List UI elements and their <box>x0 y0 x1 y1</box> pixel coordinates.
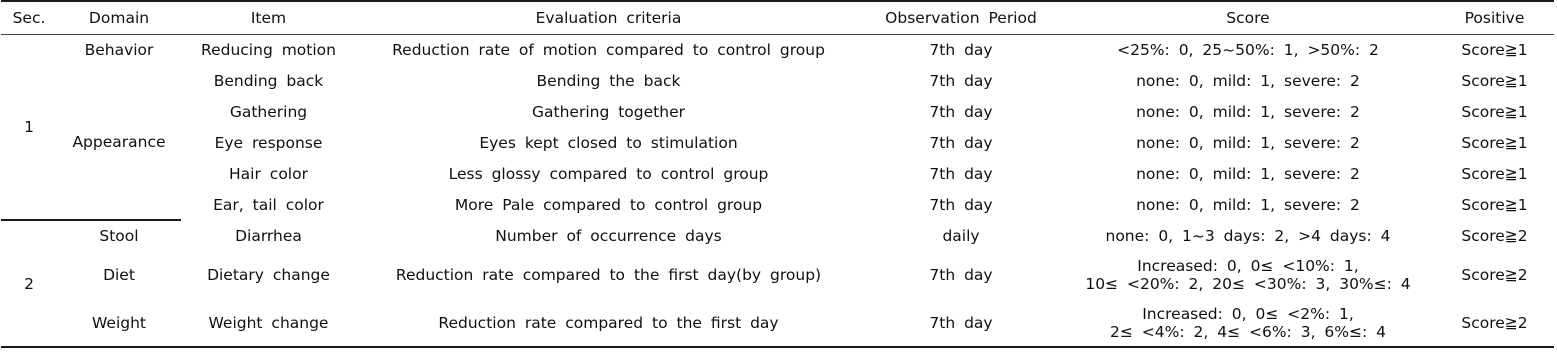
header-positive: Positive <box>1435 1 1554 34</box>
domain-cell: Appearance <box>57 65 181 220</box>
domain-cell: Weight <box>57 299 181 347</box>
item-cell: Ear, tail color <box>213 195 324 214</box>
header-score: Score <box>1061 1 1435 34</box>
positive-cell: Score≧2 <box>1435 299 1554 347</box>
period-cell: 7th day <box>929 164 993 183</box>
item-cell: Eye response <box>214 133 323 152</box>
score-cell: none: 0, mild: 1, severe: 2 <box>1136 164 1360 183</box>
period-cell: 7th day <box>929 266 993 284</box>
section-number: 2 <box>1 220 57 347</box>
domain-cell: Diet <box>103 266 135 284</box>
header-sec: Sec. <box>1 1 57 34</box>
header-domain: Domain <box>57 1 181 34</box>
table-row <box>1 189 1554 220</box>
score-cell: none: 0, mild: 1, severe: 2 <box>1136 133 1360 152</box>
table-row <box>1 158 1554 189</box>
period-cell: 7th day <box>929 40 993 59</box>
period-cell: 7th day <box>929 102 993 121</box>
table-row <box>1 65 1554 96</box>
period-cell: 7th day <box>929 133 993 152</box>
period-cell: 7th day <box>929 195 993 214</box>
score-cell: none: 0, 1~3 days: 2, >4 days: 4 <box>1105 226 1391 245</box>
criteria-cell: Number of occurrence days <box>495 226 722 245</box>
header-row <box>1 1 1554 34</box>
table-row <box>1 299 1554 347</box>
table-row <box>1 34 1554 65</box>
score-cell: none: 0, mild: 1, severe: 2 <box>1136 195 1360 214</box>
table-row <box>1 127 1554 158</box>
positive-cell: Score≧1 <box>1461 71 1528 90</box>
header-evaluation-criteria: Evaluation criteria <box>356 1 861 34</box>
period-cell: 7th day <box>861 299 1061 347</box>
section-number: 1 <box>1 34 57 220</box>
score-line: Increased: 0, 0≤ <10%: 1, <box>1137 257 1359 275</box>
item-cell: Diarrhea <box>235 226 302 245</box>
positive-cell: Score≧1 <box>1461 164 1528 183</box>
item-cell: Weight change <box>181 299 356 347</box>
score-cell <box>1061 251 1435 299</box>
evaluation-table <box>1 0 1554 348</box>
domain-cell: Stool <box>99 227 139 245</box>
domain-cell: Behavior <box>84 40 154 59</box>
item-cell: Reducing motion <box>201 40 336 59</box>
positive-cell: Score≧1 <box>1461 40 1528 59</box>
criteria-cell: Reduction rate of motion compared to control group <box>392 40 825 59</box>
item-cell: Gathering <box>229 102 308 121</box>
score-cell <box>1061 299 1435 347</box>
criteria-cell: Less glossy compared to control group <box>448 164 769 183</box>
period-cell: 7th day <box>929 71 993 90</box>
criteria-cell: Bending the back <box>536 71 681 90</box>
criteria-cell: Reduction rate compared to the first day(by group) <box>395 266 822 284</box>
score-line: 2≤ <4%: 2, 4≤ <6%: 3, 6%≤: 4 <box>1109 322 1387 341</box>
item-cell: Dietary change <box>207 266 330 284</box>
positive-cell: Score≧1 <box>1461 133 1528 152</box>
header-item: Item <box>181 1 356 34</box>
header-observation-period: Observation Period <box>861 1 1061 34</box>
criteria-cell: More Pale compared to control group <box>454 195 763 214</box>
item-cell: Bending back <box>213 71 324 90</box>
table-row <box>1 251 1554 299</box>
positive-cell: Score≧2 <box>1461 226 1528 245</box>
score-cell: <25%: 0, 25~50%: 1, >50%: 2 <box>1117 40 1379 59</box>
positive-cell: Score≧2 <box>1461 266 1528 284</box>
score-line: Increased: 0, 0≤ <2%: 1, <box>1142 304 1354 323</box>
criteria-cell: Reduction rate compared to the first day <box>356 299 861 347</box>
positive-cell: Score≧1 <box>1461 102 1528 121</box>
score-cell: none: 0, mild: 1, severe: 2 <box>1136 102 1360 121</box>
item-cell: Hair color <box>229 164 308 183</box>
positive-cell: Score≧1 <box>1461 195 1528 214</box>
period-cell: daily <box>942 226 980 245</box>
table-row <box>1 220 1554 251</box>
score-cell: none: 0, mild: 1, severe: 2 <box>1136 71 1360 90</box>
score-line: 10≤ <20%: 2, 20≤ <30%: 3, 30%≤: 4 <box>1085 275 1411 293</box>
table-row <box>1 96 1554 127</box>
criteria-cell: Eyes kept closed to stimulation <box>479 133 738 152</box>
criteria-cell: Gathering together <box>532 102 685 121</box>
